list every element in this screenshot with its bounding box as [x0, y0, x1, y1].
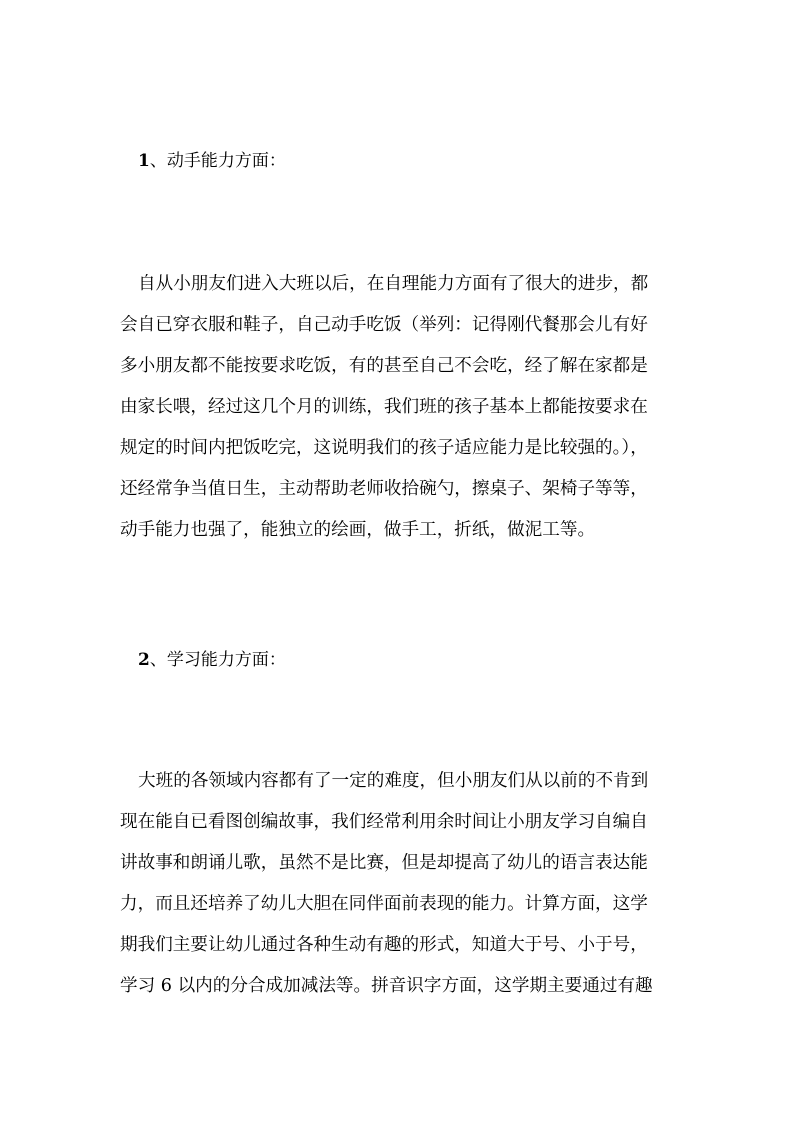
section-title: 、动手能力方面：: [149, 151, 286, 171]
paragraph-line: 讲故事和朗诵儿歌，虽然不是比赛，但是却提高了幼儿的语言表达能: [120, 853, 648, 873]
paragraph-line: 学习 6 以内的分合成加减法等。拼音识字方面，这学期主要通过有趣: [120, 976, 653, 996]
section-heading-2: [138, 650, 286, 670]
paragraph-line: 动手能力也强了，能独立的绘画，做手工，折纸，做泥工等。: [120, 520, 596, 540]
paragraph-1: [120, 264, 680, 551]
paragraph-line: 会自已穿衣服和鞋子，自己动手吃饭（举列：记得刚代餐那会儿有好: [120, 315, 648, 335]
paragraph-line: 力，而且还培养了幼儿大胆在同伴面前表现的能力。计算方面，这学: [120, 894, 648, 914]
section-number: 2: [138, 650, 150, 670]
section-heading-1: [138, 151, 286, 171]
paragraph-line: 多小朋友都不能按要求吃饭，有的甚至自己不会吃，经了解在家都是: [120, 356, 648, 376]
paragraph-2: [120, 761, 680, 1007]
paragraph-line: 自从小朋友们进入大班以后，在自理能力方面有了很大的进步，都: [138, 274, 649, 294]
paragraph-line: 由家长喂，经过这几个月的训练，我们班的孩子基本上都能按要求在: [120, 397, 648, 417]
paragraph-line: 规定的时间内把饭吃完，这说明我们的孩子适应能力是比较强的。），: [120, 438, 648, 458]
section-title: 、学习能力方面：: [149, 650, 286, 670]
paragraph-line: 期我们主要让幼儿通过各种生动有趣的形式，知道大于号、小于号，: [120, 935, 648, 955]
paragraph-line: 大班的各领域内容都有了一定的难度，但小朋友们从以前的不肯到: [138, 771, 649, 791]
paragraph-line: 现在能自已看图创编故事，我们经常利用余时间让小朋友学习自编自: [120, 812, 648, 832]
paragraph-line: 还经常争当值日生，主动帮助老师收拾碗勺，擦桌子、架椅子等等，: [120, 479, 648, 499]
section-number: 1: [138, 151, 150, 171]
